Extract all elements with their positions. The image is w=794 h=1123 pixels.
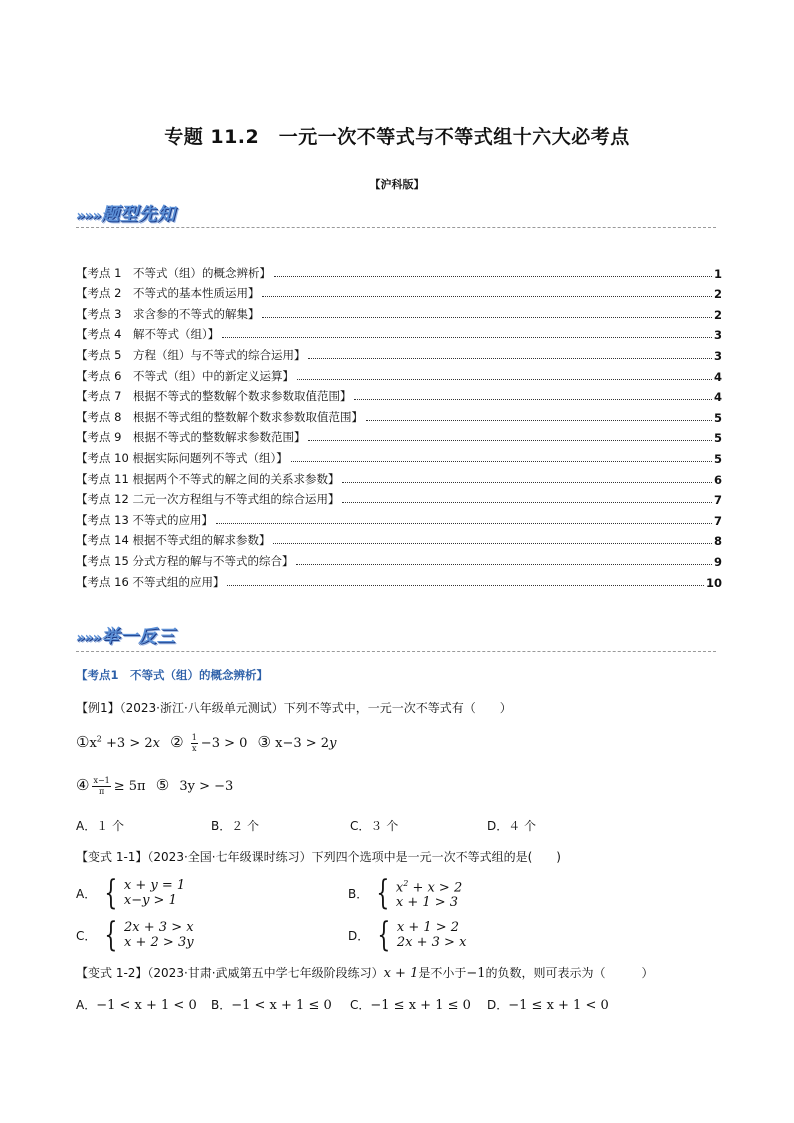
toc-leader-dots: [342, 502, 712, 503]
toc-entry-label: 【考点 4 解不等式（组）】: [76, 327, 220, 342]
option-label: B．: [211, 998, 232, 1012]
toc-entry-label: 【考点 13 不等式的应用】: [76, 512, 213, 527]
toc-leader-dots: [308, 440, 712, 441]
option-label: C．: [76, 928, 97, 943]
toc-entry-label: 【考点 12 二元一次方程组与不等式组的综合运用】: [76, 492, 340, 507]
toc-entry[interactable]: [76, 322, 722, 343]
brace-icon: {: [377, 915, 391, 955]
item-marker: ③: [257, 733, 271, 751]
question-text: 是不小于: [418, 966, 467, 980]
fraction: [92, 777, 110, 796]
system-line: x + 1 > 3: [395, 895, 459, 911]
toc-entry-label: 【考点 16 不等式组的应用】: [76, 574, 225, 589]
system-line: x + 2 > 3y: [124, 935, 194, 950]
option-a: A．１ 个: [76, 819, 125, 833]
toc-entry-page: 5: [713, 451, 722, 466]
question-suffix: 的负数，则可表示为（ ）: [485, 966, 654, 980]
system-line: [396, 876, 462, 895]
option-math: −1 ≤ x + 1 < 0: [508, 998, 609, 1013]
expr-part: −1: [466, 966, 486, 981]
toc-entry[interactable]: [76, 342, 722, 363]
toc-leader-dots: [354, 399, 712, 400]
toc-leader-dots: [296, 564, 712, 565]
option-b: B．２ 个: [211, 819, 260, 833]
numerator: 1: [191, 733, 197, 742]
option-b: [211, 996, 332, 1013]
toc-entry[interactable]: [76, 404, 722, 425]
expr-var: x: [152, 736, 160, 751]
banner-topic-preview: [76, 200, 175, 226]
toc-leader-dots: [342, 482, 712, 483]
system-lines: [397, 920, 467, 950]
option-math: −1 ≤ x + 1 ≤ 0: [370, 998, 471, 1013]
brace-icon: {: [376, 873, 390, 914]
toc-entry-label: 【考点 11 根据两个不等式的解之间的关系求参数】: [76, 471, 340, 486]
toc-entry[interactable]: [76, 260, 722, 281]
system-line: x−y > 1: [123, 893, 177, 908]
toc-entry-label: 【考点 7 根据不等式的整数解个数求参数取值范围】: [76, 389, 352, 404]
toc-entry-page: 5: [713, 431, 722, 446]
denominator: x: [191, 744, 197, 753]
option-a: [76, 996, 197, 1013]
brace-icon: {: [104, 873, 118, 913]
divider: [76, 227, 716, 228]
toc-entry-label: 【考点 8 根据不等式组的整数解个数求参数取值范围】: [76, 409, 363, 424]
toc-leader-dots: [274, 276, 712, 277]
numerator: x−1: [93, 776, 110, 785]
expr-part: +3 > 2: [101, 736, 153, 751]
system-line: 2x + 3 > x: [124, 920, 194, 935]
toc-entry-label: 【考点 10 根据实际问题列不等式（组）】: [76, 450, 288, 465]
option-b-system: [348, 873, 463, 914]
toc-entry-page: 4: [713, 369, 722, 384]
toc-leader-dots: [291, 461, 712, 462]
option-d: D．４ 个: [487, 819, 537, 833]
toc-entry[interactable]: [76, 425, 722, 446]
exponent: 2: [96, 734, 102, 744]
table-of-contents: [76, 260, 722, 590]
toc-entry-label: 【考点 6 不等式（组）中的新定义运算】: [76, 368, 294, 383]
toc-entry[interactable]: [76, 384, 722, 405]
expr-part: ≥ 5π: [113, 779, 146, 794]
option-label: A．: [76, 998, 97, 1012]
item-marker: ④: [76, 776, 90, 794]
item-marker: ②: [170, 733, 184, 751]
option-math: −1 < x + 1 < 0: [96, 998, 197, 1013]
toc-entry[interactable]: [76, 507, 722, 528]
option-label: B．: [348, 886, 369, 901]
toc-leader-dots: [273, 543, 712, 544]
toc-entry-label: 【考点 5 方程（组）与不等式的综合运用】: [76, 347, 306, 362]
expr-part: x: [395, 880, 404, 896]
option-a-system: [76, 873, 186, 913]
toc-entry-page: 4: [713, 390, 722, 405]
toc-entry[interactable]: [76, 569, 722, 590]
option-c: [350, 996, 471, 1013]
option-label: D．: [348, 928, 370, 943]
toc-leader-dots: [308, 358, 712, 359]
banner-arrows-icon: »»»: [76, 630, 101, 646]
expr-part: 3y > −3: [179, 779, 234, 794]
expr-part: x: [89, 736, 97, 751]
toc-leader-dots: [216, 523, 712, 524]
toc-entry-page: 8: [713, 534, 722, 549]
option-c-system: [76, 915, 194, 955]
toc-entry[interactable]: [76, 466, 722, 487]
toc-entry-label: 【考点 1 不等式（组）的概念辨析】: [76, 265, 271, 280]
denominator: π: [98, 787, 105, 796]
banner-text: 题型先知: [101, 204, 176, 225]
toc-entry-page: 10: [705, 575, 722, 590]
option-label: C．: [350, 998, 371, 1012]
option-d: [487, 996, 609, 1013]
toc-entry[interactable]: [76, 548, 722, 569]
toc-entry[interactable]: [76, 528, 722, 549]
option-c: C．３ 个: [350, 819, 399, 833]
system-lines: [124, 878, 185, 908]
question-prefix: 【变式 1-2】（2023·甘肃·武威第五中学七年级阶段练习）: [76, 966, 384, 980]
toc-entry-label: 【考点 2 不等式的基本性质运用】: [76, 286, 260, 301]
toc-entry-page: 2: [713, 287, 722, 302]
toc-entry-page: 7: [713, 513, 722, 528]
example-1-expressions-row2: [76, 776, 233, 796]
system-line: 2x + 3 > x: [396, 935, 467, 950]
toc-entry-label: 【考点 3 求含参的不等式的解集】: [76, 306, 260, 321]
divider: [76, 651, 716, 652]
variant-1-2-question: [76, 964, 654, 981]
toc-entry-label: 【考点 15 分式方程的解与不等式的综合】: [76, 553, 294, 568]
toc-entry[interactable]: [76, 363, 722, 384]
example-1-expressions-row1: [76, 733, 336, 753]
expr-part: −3 > 0: [200, 736, 248, 751]
toc-entry-page: 9: [713, 554, 722, 569]
toc-entry-label: 【考点 14 根据不等式组的解求参数】: [76, 533, 271, 548]
toc-entry-page: 3: [713, 328, 722, 343]
system-line: x + y = 1: [123, 878, 186, 893]
toc-entry[interactable]: [76, 301, 722, 322]
toc-entry[interactable]: [76, 281, 722, 302]
edition-label: 【沪科版】: [369, 178, 425, 191]
toc-entry-page: 7: [713, 493, 722, 508]
item-marker: ①: [76, 733, 90, 751]
option-label: A．: [76, 886, 97, 901]
system-line: x + 1 > 2: [396, 920, 460, 935]
expr-part: x−3 > 2: [275, 736, 330, 751]
toc-entry-page: 5: [713, 410, 722, 425]
option-d-system: [348, 915, 467, 955]
brace-icon: {: [104, 915, 118, 955]
banner-arrows-icon: »»»: [76, 208, 101, 224]
toc-leader-dots: [227, 585, 704, 586]
item-marker: ⑤: [155, 776, 170, 794]
option-math: −1 < x + 1 ≤ 0: [231, 998, 332, 1013]
system-lines: [124, 920, 194, 950]
fraction: [191, 734, 198, 753]
toc-entry-page: 2: [713, 307, 722, 322]
expr-var: y: [329, 736, 337, 751]
toc-leader-dots: [222, 337, 712, 338]
toc-entry[interactable]: [76, 487, 722, 508]
banner-examples: [76, 622, 175, 648]
toc-leader-dots: [262, 296, 712, 297]
toc-entry-page: 1: [713, 266, 722, 281]
toc-entry[interactable]: [76, 445, 722, 466]
banner-text: 举一反三: [101, 626, 176, 647]
example-1-question: 【例1】（2023·浙江·八年级单元测试）下列不等式中，一元一次不等式有（ ）: [76, 701, 512, 715]
section-heading: 【考点1 不等式（组）的概念辨析】: [76, 668, 268, 682]
expr-part: x + 1: [383, 966, 419, 981]
expr-part: + x > 2: [408, 880, 463, 896]
toc-entry-page: 6: [713, 472, 722, 487]
system-lines: [396, 876, 462, 910]
toc-leader-dots: [262, 317, 712, 318]
exponent: 2: [403, 879, 409, 888]
toc-entry-label: 【考点 9 根据不等式的整数解求参数范围】: [76, 430, 306, 445]
page-title: 专题 11.2 一元一次不等式与不等式组十六大必考点: [164, 126, 630, 148]
toc-leader-dots: [297, 379, 712, 380]
variant-1-1-question: 【变式 1-1】（2023·全国·七年级课时练习）下列四个选项中是一元一次不等式组的是( ): [76, 850, 561, 864]
toc-leader-dots: [366, 420, 712, 421]
option-label: D．: [487, 998, 509, 1012]
toc-entry-page: 3: [713, 348, 722, 363]
